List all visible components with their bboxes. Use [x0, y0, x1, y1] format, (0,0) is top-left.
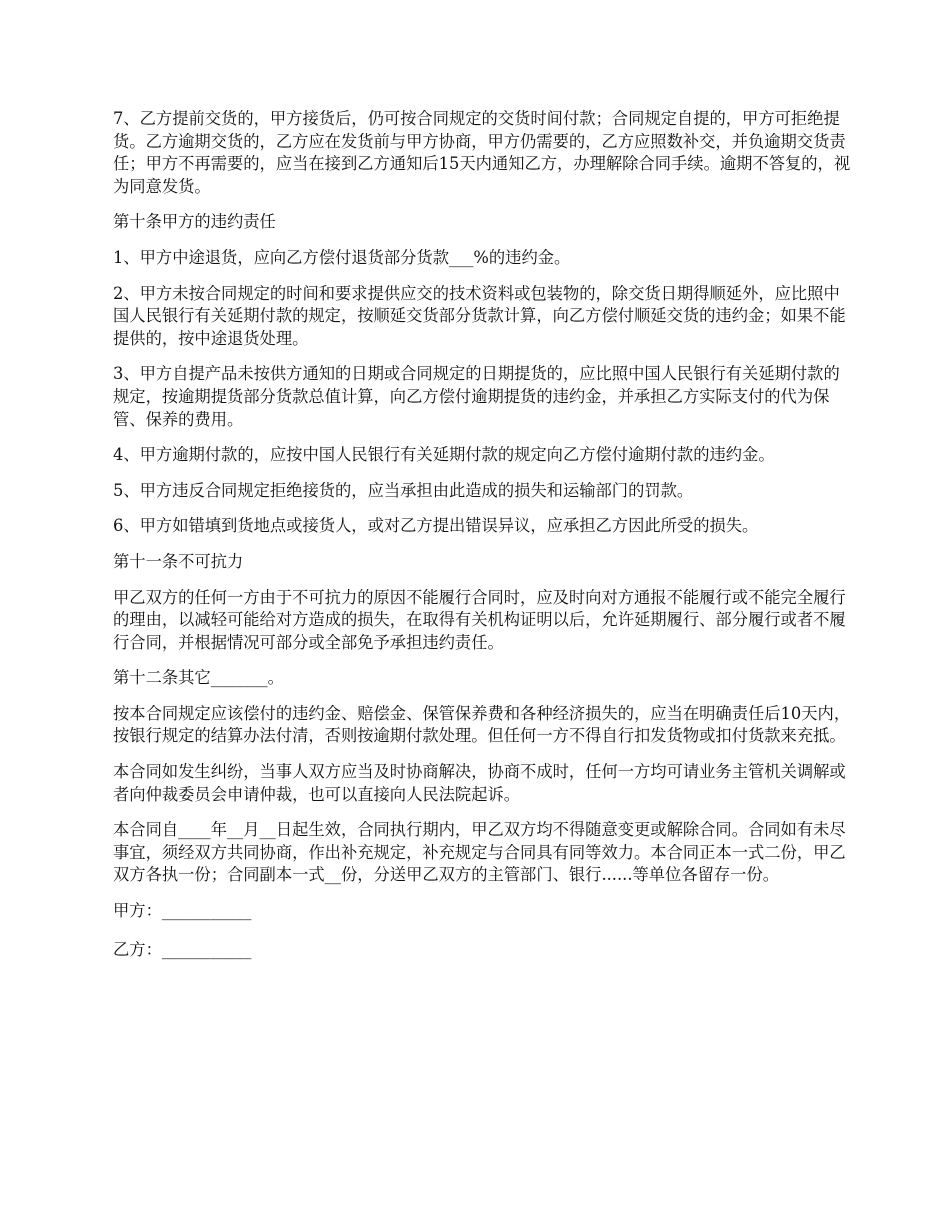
clause-3-self-pickup: 3、甲方自提产品未按供方通知的日期或合同规定的日期提货的，应比照中国人民银行有关延期付款的规定，按逾期提货部分货款总值计算，向乙方偿付逾期提货的违约金，并承担乙方实际支付的代为保管、保养的费用。	[113, 364, 840, 429]
dispute-paragraph: 本合同如发生纠纷，当事人双方应当及时协商解决，协商不成时，任何一方均可请业务主管机关调解或者向仲裁委员会申请仲裁，也可以直接向人民法院起诉。	[113, 762, 846, 804]
force-majeure-paragraph: 甲乙双方的任何一方由于不可抗力的原因不能履行合同时，应及时向对方通报不能履行或不能完全履行的理由，以减轻可能给对方造成的损失，在取得有关机构证明以后，允许延期履行、部分履行或者不履行合同，并根据情况可部分或全部免予承担违约责任。	[113, 587, 846, 652]
party-b-signature: 乙方：___________	[113, 939, 252, 959]
clause-7-early-delivery: 7、乙方提前交货的，甲方接货后，仍可按合同规定的交货时间付款；合同规定自提的，甲方可拒绝提货。乙方逾期交货的，乙方应在发货前与甲方协商，甲方仍需要的，乙方应照数补交，并负逾期交货责任；甲方不再需要的，应当在接到乙方通知后15天内通知乙方，办理解除合同手续。逾期不答复的，视为同意发货。	[113, 109, 851, 196]
clause-1-return-goods: 1、甲方中途退货，应向乙方偿付退货部分货款___%的违约金。	[113, 247, 571, 267]
clause-2-technical-materials: 2、甲方未按合同规定的时间和要求提供应交的技术资料或包装物的，除交货日期得顺延外，应比照中国人民银行有关延期付款的规定，按顺延交货部分货款计算，向乙方偿付顺延交货的违约金；如果不能提供的，按中途退货处理。	[113, 283, 846, 348]
clause-6-wrong-address: 6、甲方如错填到货地点或接货人，或对乙方提出错误异议，应承担乙方因此所受的损失。	[113, 516, 759, 536]
document-page	[113, 108, 853, 977]
effective-date-paragraph: 本合同自____年__月__日起生效，合同执行期内，甲乙双方均不得随意变更或解除合同。合同如有未尽事宜，须经双方共同协商，作出补充规定，补充规定与合同具有同等效力。本合同正本一式二份，甲乙双方各执一份；合同副本一式__份，分送甲乙双方的主管部门、银行......等单位各留存一份。	[113, 820, 846, 885]
party-a-signature: 甲方：___________	[113, 901, 252, 921]
clause-4-late-payment: 4、甲方逾期付款的，应按中国人民银行有关延期付款的规定向乙方偿付逾期付款的违约金。	[113, 445, 775, 465]
article-10-heading: 第十条甲方的违约责任	[113, 212, 276, 232]
article-11-heading: 第十一条不可抗力	[113, 551, 244, 571]
compensation-paragraph: 按本合同规定应该偿付的违约金、赔偿金、保管保养费和各种经济损失的，应当在明确责任后10天内，按银行规定的结算办法付清，否则按逾期付款处理。但任何一方不得自行扣发货物或扣付货款来充抵。	[113, 703, 851, 746]
article-12-heading: 第十二条其它_______。	[113, 668, 284, 688]
clause-5-refuse-delivery: 5、甲方违反合同规定拒绝接货的，应当承担由此造成的损失和运输部门的罚款。	[113, 480, 694, 500]
